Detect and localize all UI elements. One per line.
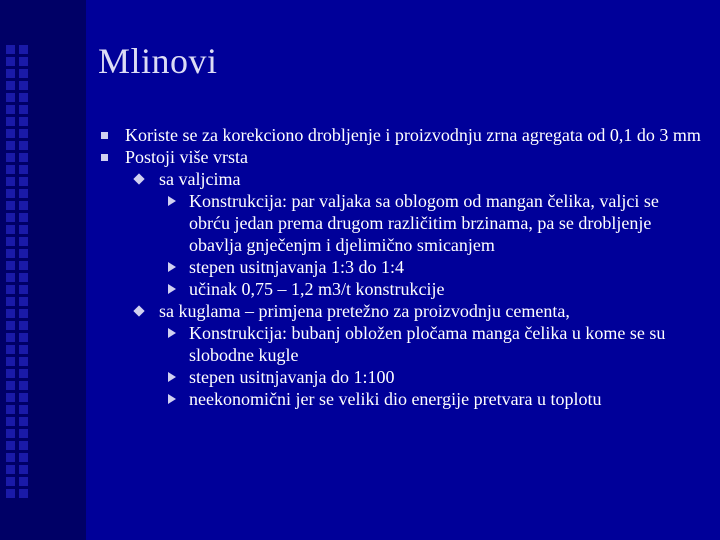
decorative-dot: [19, 489, 28, 498]
decorative-dot: [6, 45, 15, 54]
decorative-dot: [6, 465, 15, 474]
decorative-dot: [6, 141, 15, 150]
decorative-dot: [19, 273, 28, 282]
decorative-dot: [19, 213, 28, 222]
decorative-dot: [6, 165, 15, 174]
decorative-dot: [19, 201, 28, 210]
decorative-dot: [6, 393, 15, 402]
decorative-dot: [6, 189, 15, 198]
decorative-dot: [6, 117, 15, 126]
sub-sub-bullet-item: [98, 278, 704, 300]
decorative-dot: [6, 129, 15, 138]
decorative-dot: [6, 237, 15, 246]
decorative-dot: [19, 225, 28, 234]
decorative-dot: [6, 429, 15, 438]
bullet-text: učinak 0,75 – 1,2 m3/t konstrukcije: [189, 279, 445, 299]
decorative-dot: [6, 489, 15, 498]
decorative-dot: [6, 273, 15, 282]
decorative-dot: [19, 129, 28, 138]
decorative-dot: [6, 105, 15, 114]
bullet-text: neekonomični jer se veliki dio energije pretvara u toplotu: [189, 389, 602, 409]
decorative-dot: [19, 117, 28, 126]
bullet-item: [98, 124, 704, 146]
decorative-dot: [19, 93, 28, 102]
decorative-dot: [19, 297, 28, 306]
decorative-dot: [19, 405, 28, 414]
triangle-bullet-icon: [168, 190, 176, 212]
decorative-dot: [19, 237, 28, 246]
decorative-dot: [6, 405, 15, 414]
decorative-dot: [6, 69, 15, 78]
triangle-bullet-icon: [168, 322, 176, 344]
dot-pattern-left: [6, 45, 16, 498]
decorative-dot: [19, 189, 28, 198]
decorative-dot: [6, 441, 15, 450]
decorative-dot: [6, 153, 15, 162]
decorative-dot: [6, 225, 15, 234]
decorative-dot: [6, 213, 15, 222]
decorative-dot: [19, 81, 28, 90]
bullet-item: [98, 146, 704, 168]
decorative-dot: [19, 309, 28, 318]
decorative-dot: [6, 453, 15, 462]
decorative-dot: [19, 369, 28, 378]
decorative-dot: [6, 309, 15, 318]
decorative-dot: [6, 177, 15, 186]
triangle-bullet-icon: [168, 388, 176, 410]
decorative-dot: [19, 333, 28, 342]
decorative-dot: [19, 381, 28, 390]
decorative-dot: [6, 249, 15, 258]
decorative-dot: [19, 417, 28, 426]
decorative-dot: [6, 93, 15, 102]
decorative-dot: [19, 357, 28, 366]
decorative-dot: [6, 201, 15, 210]
bullet-list: [98, 124, 704, 410]
dot-pattern-right: [19, 45, 29, 498]
decorative-dot: [6, 345, 15, 354]
decorative-dot: [19, 429, 28, 438]
decorative-dot: [19, 45, 28, 54]
decorative-dot: [19, 261, 28, 270]
triangle-bullet-icon: [168, 256, 176, 278]
decorative-dot: [6, 297, 15, 306]
decorative-dot: [6, 321, 15, 330]
decorative-dot: [6, 57, 15, 66]
decorative-dot: [6, 333, 15, 342]
bullet-text: Postoji više vrsta: [125, 147, 249, 167]
decorative-dot: [19, 453, 28, 462]
triangle-bullet-icon: [168, 278, 176, 300]
decorative-dot: [19, 321, 28, 330]
sub-sub-bullet-item: [98, 322, 704, 366]
decorative-dot: [19, 105, 28, 114]
sub-sub-bullet-item: [98, 190, 704, 256]
decorative-dot: [19, 345, 28, 354]
diamond-bullet-icon: [135, 300, 143, 322]
decorative-dot: [19, 477, 28, 486]
bullet-text: sa valjcima: [159, 169, 241, 189]
sub-sub-bullet-item: [98, 388, 704, 410]
triangle-bullet-icon: [168, 366, 176, 388]
decorative-dot: [19, 165, 28, 174]
decorative-dot: [19, 69, 28, 78]
bullet-text: stepen usitnjavanja 1:3 do 1:4: [189, 257, 404, 277]
decorative-dot: [6, 81, 15, 90]
sub-bullet-item: [98, 300, 704, 322]
slide-title: Mlinovi: [98, 41, 218, 81]
bullet-text: Konstrukcija: par valjaka sa oblogom od mangan čelika, valjci se obrću jedan prema drugom različitim brzinama, pa se drobljenje obavlja gnječenjm i djelimično smicanjem: [189, 191, 659, 255]
decorative-dot: [6, 477, 15, 486]
decorative-dot: [6, 381, 15, 390]
square-bullet-icon: [101, 146, 108, 168]
decorative-dot: [6, 369, 15, 378]
decorative-dot: [19, 285, 28, 294]
decorative-dot: [19, 153, 28, 162]
decorative-dot: [6, 417, 15, 426]
bullet-text: stepen usitnjavanja do 1:100: [189, 367, 395, 387]
sub-sub-bullet-item: [98, 256, 704, 278]
decorative-dot: [19, 465, 28, 474]
decorative-dot: [19, 177, 28, 186]
bullet-text: sa kuglama – primjena pretežno za proizvodnju cementa,: [159, 301, 570, 321]
diamond-bullet-icon: [135, 168, 143, 190]
decorative-dot: [19, 393, 28, 402]
sub-bullet-item: [98, 168, 704, 190]
left-decorative-band: [0, 0, 86, 540]
decorative-dot: [19, 441, 28, 450]
bullet-text: Konstrukcija: bubanj obložen pločama manga čelika u kome se su slobodne kugle: [189, 323, 666, 365]
decorative-dot: [19, 141, 28, 150]
square-bullet-icon: [101, 124, 108, 146]
decorative-dot: [6, 285, 15, 294]
decorative-dot: [19, 57, 28, 66]
sub-sub-bullet-item: [98, 366, 704, 388]
bullet-text: Koriste se za korekciono drobljenje i proizvodnju zrna agregata od 0,1 do 3 mm: [125, 125, 701, 145]
decorative-dot: [19, 249, 28, 258]
decorative-dot: [6, 261, 15, 270]
decorative-dot: [6, 357, 15, 366]
